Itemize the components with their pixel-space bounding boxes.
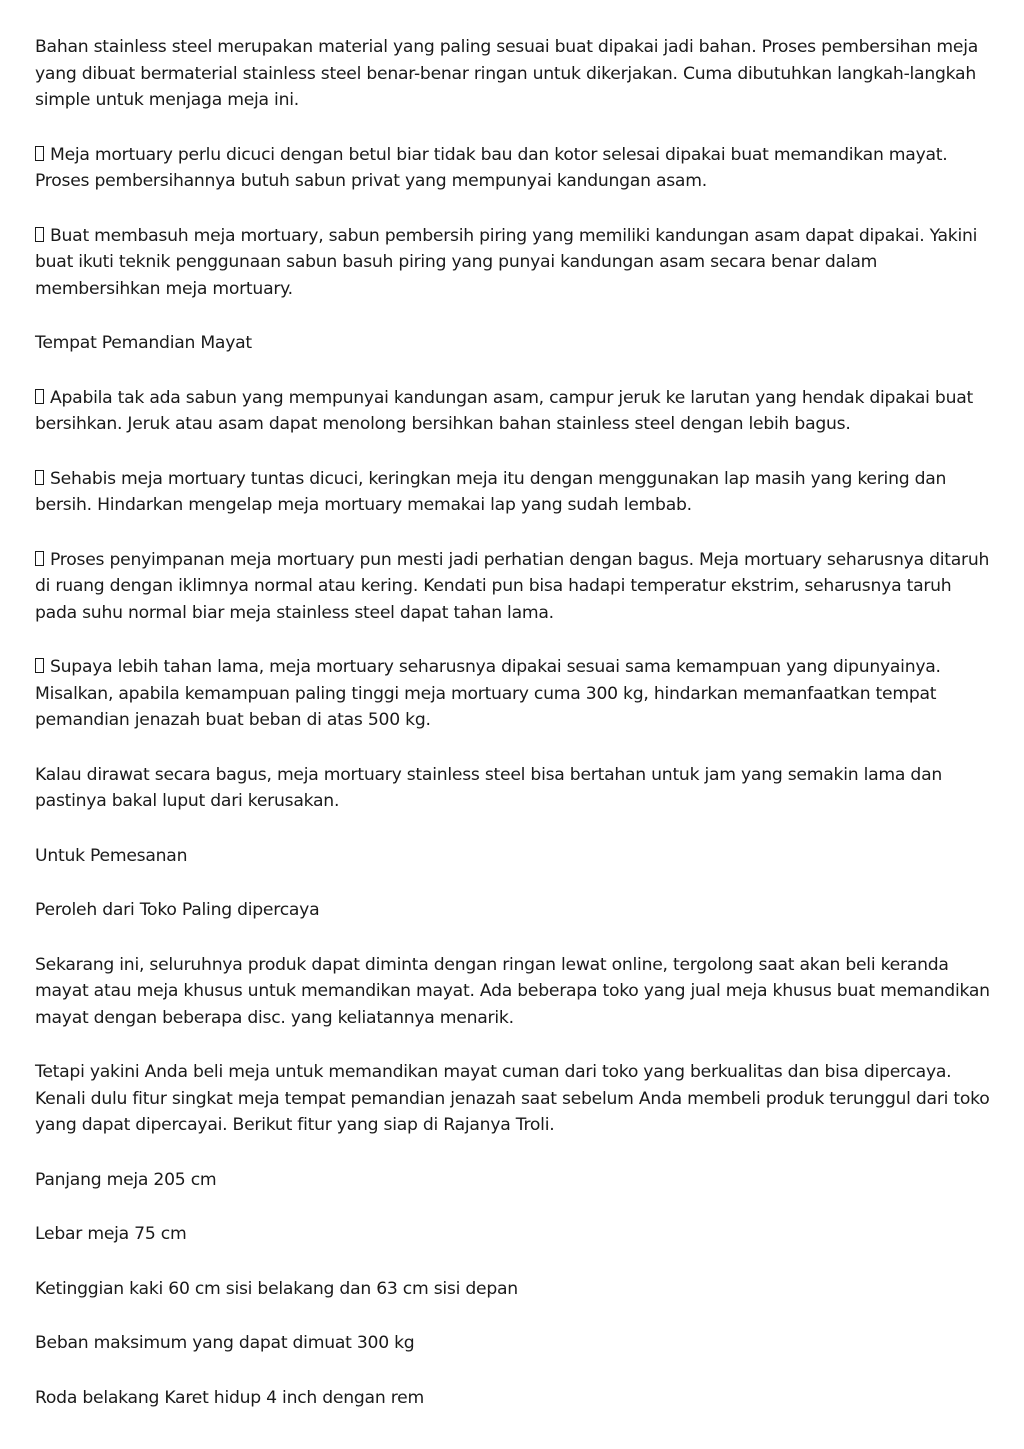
bullet-item: Proses penyimpanan meja mortuary pun mesti jadi perhatian dengan bagus. Meja mortuary seharusnya ditaruh di ruang dengan iklimnya normal atau kering. Kendati pun bisa hadapi temperatur ekstrim, seharusnya taruh pada suhu normal biar meja stainless steel dapat tahan lama. bbox=[35, 549, 990, 623]
missing-glyph-bullet-icon bbox=[35, 389, 44, 404]
section-heading: Untuk Pemesanan bbox=[35, 845, 188, 866]
paragraph-conclusion: Kalau dirawat secara bagus, meja mortuary stainless steel bisa bertahan untuk jam yang semakin lama dan pastinya bakal luput dari kerusakan. bbox=[35, 764, 942, 811]
spec-line-wheels: Roda belakang Karet hidup 4 inch dengan rem bbox=[35, 1387, 424, 1408]
missing-glyph-bullet-icon bbox=[35, 658, 44, 673]
spec-line-width: Lebar meja 75 cm bbox=[35, 1224, 187, 1244]
missing-glyph-bullet-icon bbox=[35, 146, 44, 161]
paragraph-intro: Bahan stainless steel merupakan material yang paling sesuai buat dipakai jadi bahan. Proses pembersihan meja yang dibuat bermaterial stainless steel benar-benar ringan untuk dikerjakan. Cuma dibutuhkan langkah-langkah simple untuk menjaga meja ini. bbox=[35, 37, 979, 110]
bullet-item: Apabila tak ada sabun yang mempunyai kandungan asam, campur jeruk ke larutan yang hendak dipakai buat bersihkan. Jeruk atau asam dapat menolong bersihkan bahan stainless steel dengan lebih bagus. bbox=[35, 387, 973, 434]
bullet-item: Meja mortuary perlu dicuci dengan betul biar tidak bau dan kotor selesai dipakai buat memandikan mayat. Proses pembersihannya butuh sabun privat yang mempunyai kandungan asam. bbox=[35, 144, 948, 191]
bullet-item: Sehabis meja mortuary tuntas dicuci, keringkan meja itu dengan menggunakan lap masih yang kering dan bersih. Hindarkan mengelap meja mortuary memakai lap yang sudah lembab. bbox=[35, 468, 947, 515]
document-page bbox=[35, 34, 995, 1439]
bullet-item: Supaya lebih tahan lama, meja mortuary seharusnya dipakai sesuai sama kemampuan yang dipunyainya. Misalkan, apabila kemampuan paling tinggi meja mortuary cuma 300 kg, hindarkan memanfaatkan tempat pemandian jenazah buat beban di atas 500 kg. bbox=[35, 657, 941, 730]
paragraph-body: Tetapi yakini Anda beli meja untuk memandikan mayat cuman dari toko yang berkualitas dan bisa dipercaya. Kenali dulu fitur singkat meja tempat pemandian jenazah saat sebelum Anda membeli produk terunggul dari toko yang dapat dipercayai. Berikut fitur yang siap di Rajanya Troli. bbox=[35, 1062, 990, 1135]
section-heading: Tempat Pemandian Mayat bbox=[35, 333, 252, 353]
spec-line-length: Panjang meja 205 cm bbox=[35, 1169, 217, 1190]
spec-line-height: Ketinggian kaki 60 cm sisi belakang dan 63 cm sisi depan bbox=[35, 1278, 518, 1299]
missing-glyph-bullet-icon bbox=[35, 227, 44, 242]
missing-glyph-bullet-icon bbox=[35, 470, 44, 485]
paragraph-body: Sekarang ini, seluruhnya produk dapat diminta dengan ringan lewat online, tergolong saat akan beli keranda mayat atau meja khusus untuk memandikan mayat. Ada beberapa toko yang jual meja khusus buat memandikan mayat dengan beberapa disc. yang keliatannya menarik. bbox=[35, 954, 990, 1028]
spec-line-load: Beban maksimum yang dapat dimuat 300 kg bbox=[35, 1333, 415, 1353]
bullet-item: Buat membasuh meja mortuary, sabun pembersih piring yang memiliki kandungan asam dapat dipakai. Yakini buat ikuti teknik penggunaan sabun basuh piring yang punyai kandungan asam secara benar dalam membersihkan meja mortuary. bbox=[35, 225, 978, 299]
missing-glyph-bullet-icon bbox=[35, 551, 44, 566]
section-heading: Peroleh dari Toko Paling dipercaya bbox=[35, 900, 320, 920]
